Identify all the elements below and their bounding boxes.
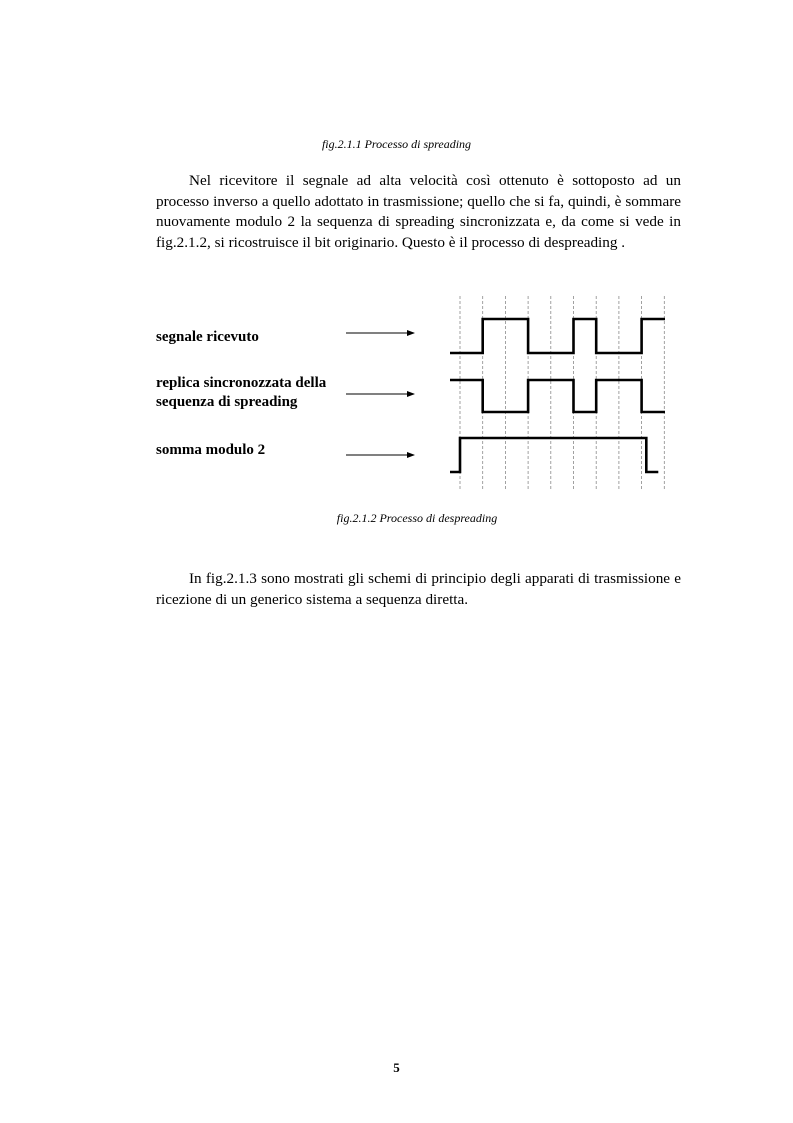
label-replica-line2: sequenza di spreading [156, 394, 298, 410]
waveform-sum-modulo-2 [450, 438, 658, 472]
paragraph-despreading-text: Nel ricevitore il segnale ad alta velocità così ottenuto è sottoposto ad un processo inverso a quello adottato in trasmissione; quello che si fa, quindi, è sommare nuovamente modulo 2 la sequenza di spreading sincronizzata e, da come si vede in fig.2.1.2, si ricostruisce il bit originario. Questo è il processo di despreading . [156, 172, 681, 251]
paragraph-schemes [156, 569, 681, 610]
label-received-signal: segnale ricevuto [156, 329, 259, 345]
waveform-received-signal [450, 319, 665, 353]
paragraph-schemes-text: In fig.2.1.3 sono mostrati gli schemi di principio degli apparati di trasmissione e ricezione di un generico sistema a sequenza diretta. [156, 570, 681, 608]
timing-gridlines [460, 296, 664, 490]
waveform-replica-sequence [450, 380, 665, 412]
label-replica-line1: replica sincronozzata della [156, 375, 327, 391]
figure-caption-spreading: fig.2.1.1 Processo di spreading [321, 137, 472, 151]
label-sum-modulo-2: somma modulo 2 [156, 442, 266, 458]
figure-caption-despreading: fig.2.1.2 Processo di despreading [336, 511, 498, 525]
page-number: 5 [393, 1060, 400, 1075]
